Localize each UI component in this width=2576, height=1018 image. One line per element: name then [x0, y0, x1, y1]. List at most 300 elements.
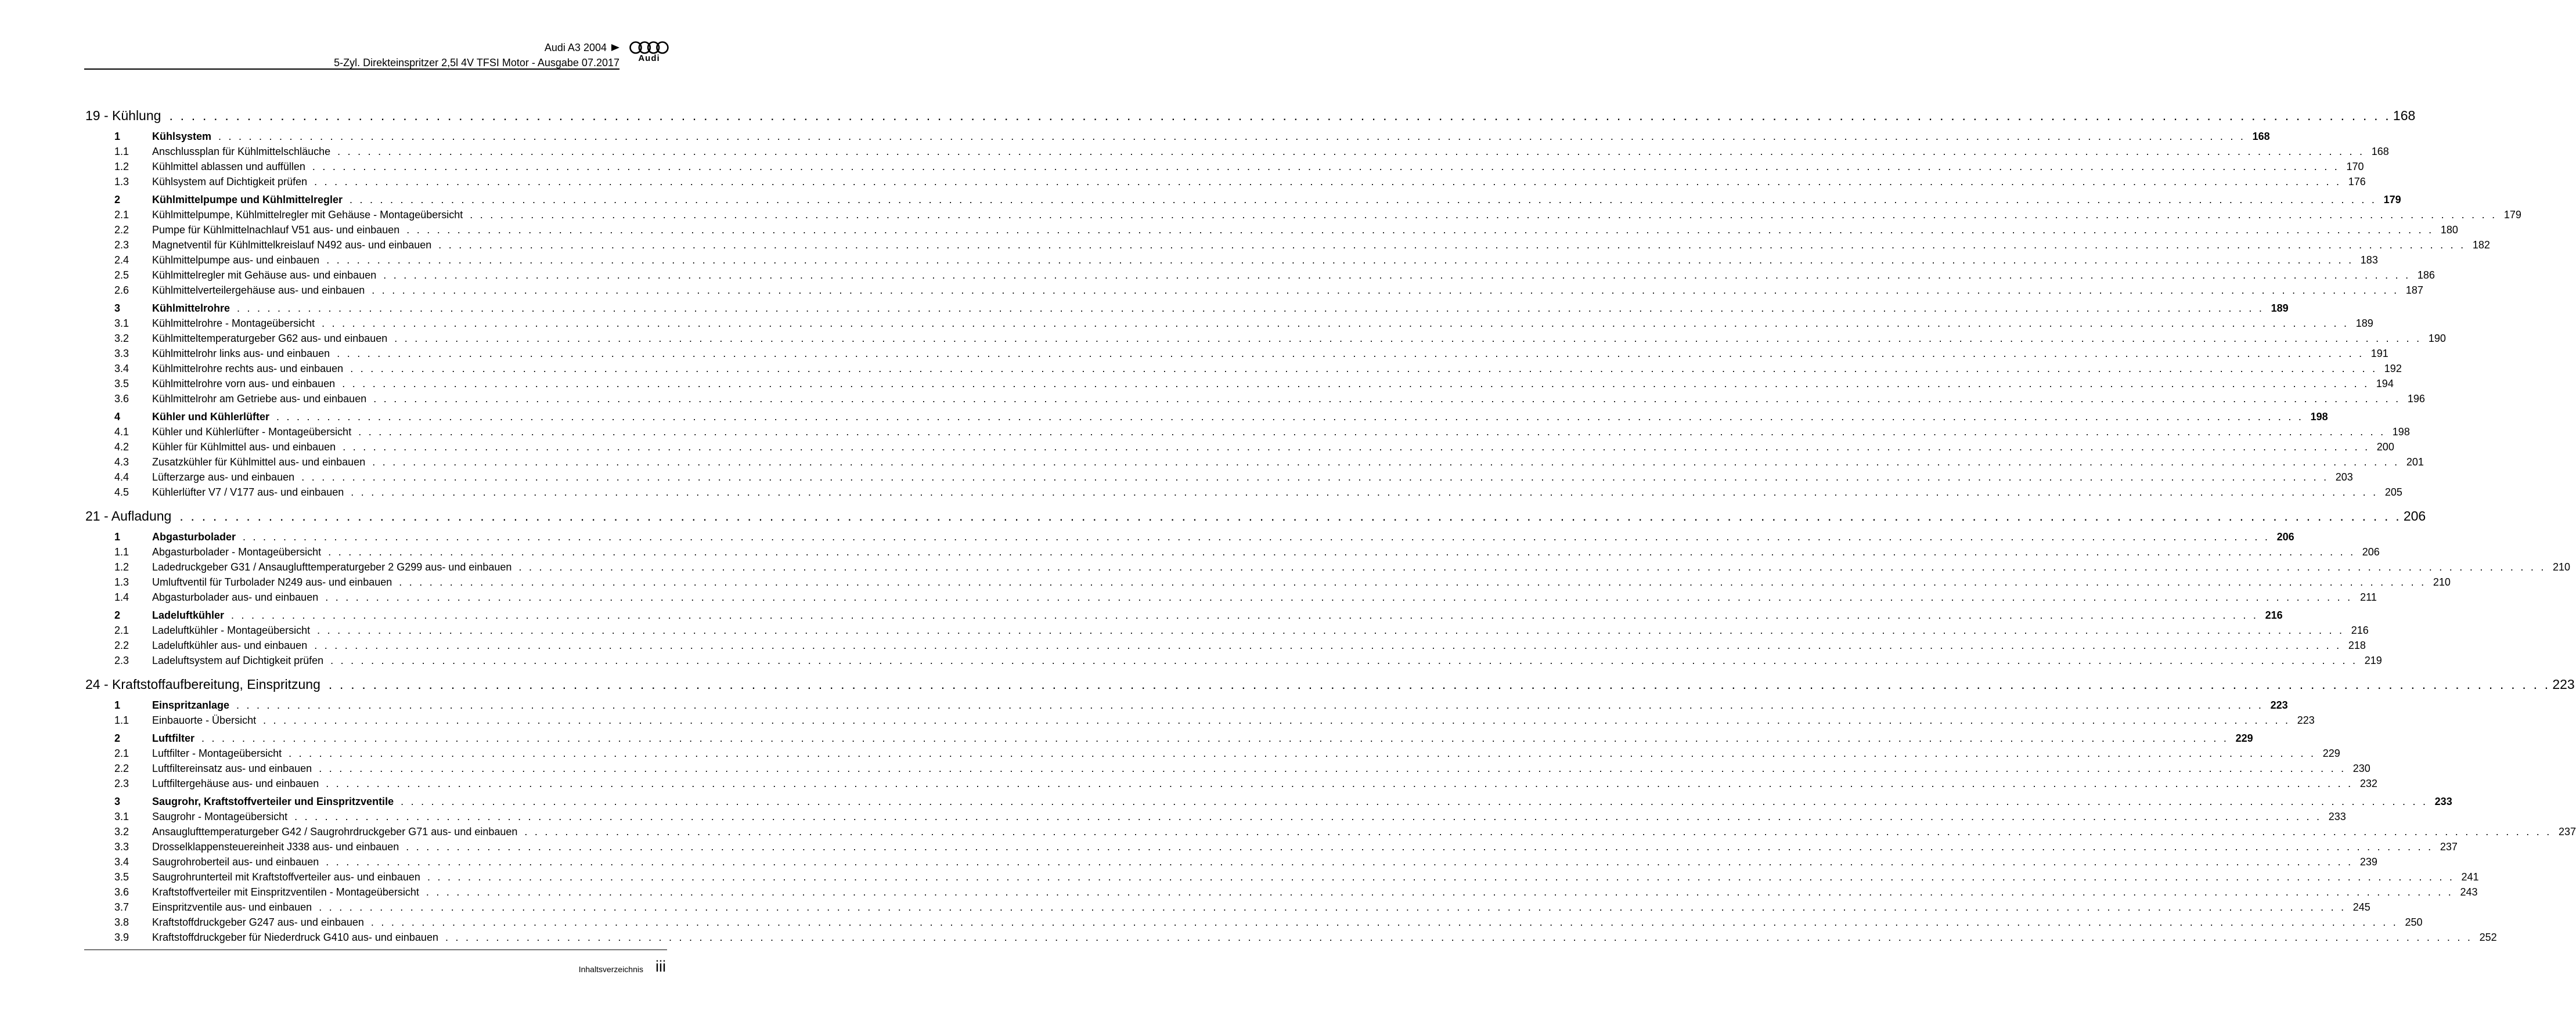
- toc-entry-page: 168: [2371, 146, 2389, 157]
- dot-leader: . . . . . . . . . . . . . . . . . . . . . . . . . . . . . . . . . . . . . . . . . . . . . . . . . . . . . . . . . . . . . . . . . . . . . . . . . . . . . . . . . . . . . . . . . . . . . . . . . . . . . . . . . . . . . . . . . . . . . . . . . . . . . . . . . . . . . . . . . . . . . . . . . . . . . . . . . . . . . . . . . . . . . . . . . . . . . . . . . . . . . . . . . . . . . . . . . . . . . . . .: [358, 426, 2386, 438]
- toc-entry-page: 206: [2276, 531, 2294, 543]
- toc-entry-label: Kühler und Kühlerlüfter: [152, 411, 269, 423]
- toc-entry-title: [85, 302, 230, 315]
- toc-entry-number: 3.2: [114, 333, 129, 344]
- toc-subsection-entry[interactable]: [85, 886, 2478, 901]
- toc-subsection-entry[interactable]: [85, 176, 2366, 191]
- toc-entry-label: Kühlerlüfter V7 / V177 aus- und einbauen: [152, 486, 344, 498]
- toc-entry-number: 2.5: [114, 269, 129, 281]
- toc-entry-page: 216: [2265, 609, 2283, 621]
- dot-leader: . . . . . . . . . . . . . . . . . . . . . . . . . . . . . . . . . . . . . . . . . . . . . . . . . . . . . . . . . . . . . . . . . . . . . . . . . . . . . . . . . . . . . . . . . . . . . . . . . . . . . . . . . . . . . . . . . . . . . . . . . . . . . . . . . . . . . . . . . . . . . . . . . . . . . . . . . . . . . . . . . . . . . . . . . . . . . . . . . . . . . . . . . . . . . . . . . . . . . . . .: [351, 486, 2378, 498]
- toc-entry-page: 223: [2297, 714, 2315, 726]
- toc-entry-title: [85, 393, 366, 405]
- toc-subsection-entry[interactable]: [85, 932, 2497, 947]
- toc-entry-title: [85, 886, 419, 898]
- footer-page-number: iii: [655, 958, 666, 975]
- toc-entry-title: [85, 609, 224, 622]
- toc-entry-label: Luftfiltereinsatz aus- und einbauen: [152, 763, 312, 774]
- dot-leader: . . . . . . . . . . . . . . . . . . . . . . . . . . . . . . . . . . . . . . . . . . . . . . . . . . . . . . . . . . . . . . . . . . . . . . . . . . . . . . . . . . . . . . . . . . . . . . . . . . . . . . . . . . . . . . . . . . . . . . . . . . . . . . . . . . . . . . . . . . . . . . . . . . . . . . . . . . . . . . . . . . . . . . . . . . . . . . . . . . . . . . . . . . . . . . . . . . . . . . . .: [350, 194, 2377, 205]
- toc-entry-number: 3.9: [114, 932, 129, 943]
- toc-entry-title: [85, 811, 287, 823]
- toc-subsection-entry[interactable]: [85, 209, 2521, 224]
- toc-entry-title: [85, 655, 323, 667]
- dot-leader: . . . . . . . . . . . . . . . . . . . . . . . . . . . . . . . . . . . . . . . . . . . . . . . . . . . . . . . . . . . . . . . . . . . . . . . . . . . . . . . . . . . . . . . . . . . . . . . . . . . . . . . . . . . . . . . . . . . . . . . . . . . . . . . . . . . . . . . . . . . . . . . . . . . . . . . . . . . . . . . . . . . . . . . . . . . . . . . . . . . . . . . . . . . . . . . . . . . . . . . .: [337, 146, 2365, 157]
- dot-leader: . . . . . . . . . . . . . . . . . . . . . . . . . . . . . . . . . . . . . . . . . . . . . . . . . . . . . . . . . . . . . . . . . . . . . . . . . . . . . . . . . . . . . . . . . . . . . . . . . . . . . . . . . . . . . . . . . . . . . . . . . . . . . . . . . . . . . . . . . . . . . . . . . . . . . . . . . . . . . . . . . . . . . . . . . . . . . . . . . . . . . . . . . . . . . . . . . . . . . . . .: [518, 561, 2546, 573]
- toc-entry-label: Kühlmittelregler mit Gehäuse aus- und einbauen: [152, 269, 377, 281]
- toc-entry-label: Kühlmittelrohr am Getriebe aus- und einbauen: [152, 393, 367, 405]
- toc-entry-label: Kühlsystem auf Dichtigkeit prüfen: [152, 176, 308, 187]
- toc-entry-label: Abgasturbolader - Montageübersicht: [152, 546, 322, 558]
- dot-leader: . . . . . . . . . . . . . . . . . . . . . . . . . . . . . . . . . . . . . . . . . . . . . . . . . . . . . . . . . . . . . . . . . . . . . . . . . . . . . . . . . . . . . . . . . . . . . . . . . . . . . . . . . . . . . . . . . . . . . . . . . . . . . . . . . . . . . . . . . . . . . . . . . . . . . . . . . . . . . . . . . . . . . . . . . . . . . . . . . . . . . . . . . . . . . . . . . . . . . . . .: [218, 131, 2246, 142]
- toc-entry-page: 170: [2346, 161, 2364, 172]
- toc-section-entry[interactable]: [85, 732, 2253, 748]
- toc-entry-title: [85, 714, 256, 727]
- dot-leader: . . . . . . . . . . . . . . . . . . . . . . . . . . . . . . . . . . . . . . . . . . . . . . . . . . . . . . . . . . . . . . . . . . . . . . . . . . . . . . . . . . . . . . . . . . . . . . . . . . . . . . . . . . . . . . . . . . . . . . . . . . . . . . . . . . . . . . . . . . . . . . . . . . . . . . . . . . . . . . . . . . . . . . . . . . . . . . . . . . . . . . . . . . . . . . . . . . . . . . . .: [445, 932, 2473, 943]
- toc-entry-page: 219: [2364, 655, 2382, 666]
- toc-entry-page: 179: [2383, 194, 2401, 205]
- toc-entry-page: 223: [2270, 699, 2288, 711]
- toc-entry-page: 237: [2440, 841, 2458, 853]
- toc-entry-title: [85, 224, 399, 236]
- toc-entry-title: [85, 317, 315, 330]
- toc-entry-number: 1.3: [114, 576, 129, 588]
- toc-entry-number: 3.1: [114, 811, 129, 822]
- toc-entry-label: Kühlmittelverteilergehäuse aus- und einbauen: [152, 284, 365, 296]
- toc-entry-page: 233: [2328, 811, 2346, 822]
- toc-entry-page: 200: [2376, 441, 2394, 453]
- toc-entry-page: 229: [2322, 748, 2340, 759]
- toc-entry-label: Kraftstoffdruckgeber G247 aus- und einbauen: [152, 916, 364, 928]
- toc-subsection-entry[interactable]: [85, 763, 2370, 778]
- toc-entry-title: [85, 161, 305, 173]
- toc-entry-number: 3.3: [114, 348, 129, 359]
- toc-entry-title: [85, 531, 236, 543]
- toc-entry-label: 21 - Aufladung: [85, 508, 172, 524]
- dot-leader: . . . . . . . . . . . . . . . . . . . . . . . . . . . . . . . . . . . . . . . . . . . . . . . . . . . . . . . . . . . . . . . . . . . . . . . . . . . . . . . . . . . . . . . . . . . . . . . . . . . . . . . . . . . . . . . . . . . . . . . . . . . . . . . . . . . . . . . . . . . . . . . . . . . . . . . . . . . . . . . . . . . . . . . . . . . . . . . . . . . . . . . . . . . . . . . . . . . . . . . .: [372, 456, 2400, 468]
- toc-entry-label: Abgasturbolader aus- und einbauen: [152, 591, 319, 603]
- toc-entry-page: 190: [2428, 333, 2446, 344]
- toc-entry-number: 2: [114, 609, 121, 621]
- toc-entry-label: Drosselklappensteuereinheit J338 aus- und einbauen: [152, 841, 399, 853]
- toc-entry-label: Kühlmittelpumpe, Kühlmittelregler mit Gehäuse - Montageübersicht: [152, 209, 463, 221]
- toc-entry-number: 1.3: [114, 176, 129, 187]
- toc-subsection-entry[interactable]: [85, 269, 2435, 284]
- toc-entry-number: 2.2: [114, 224, 129, 236]
- toc-subsection-entry[interactable]: [85, 471, 2353, 486]
- toc-entry-page: 241: [2461, 871, 2479, 883]
- table-of-contents: [85, 108, 2576, 947]
- toc-entry-title: [85, 546, 321, 558]
- header-model-text: Audi A3 2004: [544, 42, 607, 53]
- toc-entry-number: 3.5: [114, 378, 129, 389]
- toc-entry-page: 210: [2433, 576, 2451, 588]
- toc-entry-page: 210: [2553, 561, 2571, 573]
- toc-entry-label: Einbauorte - Übersicht: [152, 714, 257, 726]
- toc-entry-number: 4.2: [114, 441, 129, 453]
- toc-subsection-entry[interactable]: [85, 284, 2423, 299]
- toc-subsection-entry[interactable]: [85, 224, 2458, 239]
- toc-entry-label: Saugrohroberteil aus- und einbauen: [152, 856, 319, 868]
- toc-entry-title: [85, 239, 431, 251]
- toc-entry-title: [85, 624, 310, 637]
- toc-entry-title: [85, 871, 420, 883]
- toc-entry-title: [85, 146, 330, 158]
- dot-leader: . . . . . . . . . . . . . . . . . . . . . . . . . . . . . . . . . . . . . . . . . . . . . . . . . . . . . . . . . . . . . . . . . . . . . . . . . . . . . . . . . . . . . . . . . . . . . . . . . . . . . . . . . . . . . . . . . . . . . . . . . . . . . . . . . . . . . . . . . . . . . . . . . . . . . . . . . . . . . . . . . . . . . . . . . . . . . . . . . . . . . . . . . . . . . . . . . . . . . . . .: [322, 317, 2349, 329]
- toc-entry-title: [85, 901, 312, 914]
- toc-entry-number: 4.1: [114, 426, 129, 438]
- toc-entry-label: Kühlmitteltemperaturgeber G62 aus- und einbauen: [152, 333, 388, 344]
- toc-subsection-entry[interactable]: [85, 348, 2388, 363]
- toc-entry-title: [85, 508, 171, 524]
- audi-rings-icon: [629, 41, 669, 55]
- dot-leader: . . . . . . . . . . . . . . . . . . . . . . . . . . . . . . . . . . . . . . . . . . . . . . . . . . . . . . . . . . . . . . . . . . . . . . . . . . . . . . . . . . . . . . . . . . . . . . . . . . . . . . . . . . . . . . . . . . . . . . . . . . . . . . . . . . . . . . . . . . . . . . . . . . . . . . . . . . . . . . . . . . . . . . . . . . . . . . . . . . . . . . . . . . . . . . . . . . . . . . . .: [350, 363, 2377, 374]
- dot-leader: . . . . . . . . . . . . . . . . . . . . . . . . . . . . . . . . . . . . . . . . . . . . . . . . . . . . . . . . . . . . . . . . . . . . . . . . . . . . . . . . . . . . . . . . . . . . . . . . . . . . . . . . . . . . . . . . . . . . . . . . . . . . . . . . . . . . . . . . . . . . . . . . . . . . . . . . . . . . . . . . . . . . . . . . . . . . . . . . . . . . . . . . . . . . . . . . . . . . . . . .: [314, 176, 2341, 187]
- arrow-right-icon: [611, 44, 619, 51]
- dot-leader: . . . . . . . . . . . . . . . . . . . . . . . . . . . . . . . . . . . . . . . . . . . . . . . . . . . . . . . . . . . . . . . . . . . . . . . . . . . . . . . . . . . . . . . . . . . . . . . . . . . . . . . . . . . . . . . . . . . . . . . . . . . . . . . . . . . . . . . . . . . . . . . . . . . . . . . . . . . . . . . . . . . . . . . . . . . . . . . . . . . . . . . . . . . . . . . . . . . . . . . .: [426, 886, 2453, 898]
- toc-entry-label: Luftfilter - Montageübersicht: [152, 748, 282, 759]
- audi-logo-text: Audi: [638, 53, 660, 63]
- toc-entry-page: 179: [2503, 209, 2521, 221]
- toc-entry-page: 192: [2384, 363, 2402, 374]
- dot-leader: . . . . . . . . . . . . . . . . . . . . . . . . . . . . . . . . . . . . . . . . . . . . . . . . . . . . . . . . . . . . . . . . . . . . . . . . . . . . . . . . . . . . . . . . . . . . . . . . . . . . . . . . . . . . . . . . . . . . . . . . . . . . . . . . . . . . . . . . . . . . . . . . . . . . . . . . . . . . . . . . . . . . . . . . . . . . . . . . . . . . . . . . . . . . . . . . . . . . . . . .: [383, 269, 2411, 281]
- toc-subsection-entry[interactable]: [85, 655, 2382, 670]
- dot-leader: . . . . . . . . . . . . . . . . . . . . . . . . . . . . . . . . . . . . . . . . . . . . . . . . . . . . . . . . . . . . . . . . . . . . . . . . . . . . . . . . . . . . . . . . . . . . . . . . . . . . . . . . . . . . . . . . . . . . . . . . . . . . . . . . . . . . . . . . . . . . . . . . . . . . . . . . . . . . . . . . . . . . . . . . . . . . . . . . . . . . . . . . . . . . . . . . . . . . . . . .: [343, 441, 2370, 453]
- toc-entry-title: [85, 576, 392, 589]
- dot-leader: . . . . . . . . . . . . . . . . . . . . . . . . . . . . . . . . . . . . . . . . . . . . . . . . . . . . . . . . . . . . . . . . . . . . . . . . . . . . . . . . . . . . . . . . . . . . . . . . . . . . . . . . . . . . . . . . . . . . . . . . . . . . . . . . . . . . . . . . . . . . . . . . . . . . . . . . . . . . . . . . . . . . . . . . . . . . . . . . . . . . . . . . . . . . . . . . . . . . . . . .: [289, 748, 2316, 759]
- toc-entry-number: 4.4: [114, 471, 129, 483]
- header-divider: [84, 68, 619, 70]
- toc-entry-number: 1.4: [114, 591, 129, 603]
- toc-entry-label: Kühlmittelpumpe aus- und einbauen: [152, 254, 320, 266]
- toc-entry-number: 3.4: [114, 363, 129, 374]
- toc-entry-label: Kühlmittel ablassen und auffüllen: [152, 161, 305, 172]
- toc-entry-label: Abgasturbolader: [152, 531, 236, 543]
- toc-entry-number: 2.2: [114, 763, 129, 774]
- toc-subsection-entry[interactable]: [85, 591, 2377, 607]
- toc-entry-title: [85, 209, 463, 221]
- toc-subsection-entry[interactable]: [85, 426, 2410, 441]
- toc-section-entry[interactable]: [85, 531, 2294, 546]
- toc-entry-label: Kühlmittelrohr links aus- und einbauen: [152, 348, 330, 359]
- toc-entry-title: [85, 763, 312, 775]
- toc-entry-label: Luftfilter: [152, 732, 194, 744]
- dot-leader: . . . . . . . . . . . . . . . . . . . . . . . . . . . . . . . . . . . . . . . . . . . . . . . . . . . . . . . . . . . . . . . . . . . . . . . . . . . . . . . . . . . . . . . . . . . . . . . . . . . . . . . . . . . . . . . . . . . . . . . . . . . . . . . . . . . . . . . . . . . . . . . . . . . . . . . . . . . . . . . . . . . . . . . . . . . . . . . . . . . . . . . . . . . . . . . . . . . . . . . .: [401, 796, 2428, 807]
- toc-subsection-entry[interactable]: [85, 714, 2315, 730]
- toc-chapter-entry[interactable]: [85, 108, 2416, 128]
- toc-entry-page: 243: [2460, 886, 2478, 898]
- dot-leader: . . . . . . . . . . . . . . . . . . . . . . . . . . . . . . . . . . . . . . . . . . . . . . . . . . . . . . . . . . . . . . . . . . . . . . . . . . . . . . . . . . . . . . . . . . . . . . . . . . . . . . . . . . . . . . . . . . . . . . . . . . . . . . . . . . . . . . . . . . . . . . . . . . . . . . . . . . . . . . . . . . . . . . . . . . . . . . . . . . . . . . . . . . . . . . . . . . . . . . . .: [294, 811, 2322, 822]
- toc-subsection-entry[interactable]: [85, 254, 2378, 269]
- dot-leader: . . . . . . . . . . . . . . . . . . . . . . . . . . . . . . . . . . . . . . . . . . . . . . . . . . . . . . . . . . . . . . . . . . . . . . . . . . . . . . . . . . . . . . . . . . . . . . . . . . . . . . . . . . . . . . . . . . . . . . . . . . . . . . . . . . . . . . . . . . . . . . . . . . . . . . . . . . . . . . . . . . . . . . . . . . . . . . . . . . . . . . . . . . . . . . . . . . . . . . . .: [201, 732, 2229, 744]
- toc-entry-number: 3: [114, 302, 121, 314]
- toc-subsection-entry[interactable]: [85, 916, 2423, 932]
- toc-entry-number: 3.5: [114, 871, 129, 883]
- toc-entry-page: 211: [2360, 591, 2377, 603]
- dot-leader: . . . . . . . . . . . . . . . . . . . . . . . . . . . . . . . . . . . . . . . . . . . . . . . . . . . . . . . . . . . . . . . . . . . . . . . . . . . . . . . . . . . . . . . . . . . . . . . . . . . . . . . . . . . . . . . . . . . . . . . . . . . . . . . . . . . . . . . . . . . . . . . . . . . . . . . . . . . . . . . . . . . . . . . . . . . . . . . . . . . . . . . . . . . . . . . . . . . . . . . .: [326, 254, 2354, 266]
- toc-entry-title: [85, 176, 307, 188]
- toc-entry-number: 3.7: [114, 901, 129, 913]
- dot-leader: . . . . . . . . . . . . . . . . . . . . . . . . . . . . . . . . . . . . . . . . . . . . . . . . . . . . . . . . . . . . . . . . . . . . . . . . . . . . . . . . . . . . . . . . . . . . . . . . . . . . . . . . . . . . . . . . . . . . . . . . . . . . . . . . . . . . . . . . . . . . . . . . . . . . . . . . . . . . . . . . . . . . . . . . . . . . . . . . . . . . . . . . . . . . . . . . . . . . . . . .: [169, 108, 2391, 123]
- toc-subsection-entry[interactable]: [85, 640, 2366, 655]
- dot-leader: . . . . . . . . . . . . . . . . . . . . . . . . . . . . . . . . . . . . . . . . . . . . . . . . . . . . . . . . . . . . . . . . . . . . . . . . . . . . . . . . . . . . . . . . . . . . . . . . . . . . . . . . . . . . . . . . . . . . . . . . . . . . . . . . . . . . . . . . . . . . . . . . . . . . . . . . . . . . . . . . . . . . . . . . . . . . . . . . . . . . . . . . . . . . . . . . . . . . . . . .: [301, 471, 2329, 483]
- toc-subsection-entry[interactable]: [85, 441, 2394, 456]
- toc-entry-page: 230: [2352, 763, 2370, 774]
- toc-entry-number: 2.3: [114, 239, 129, 251]
- toc-chapter-entry[interactable]: [85, 508, 2426, 528]
- toc-entry-title: [85, 194, 343, 206]
- toc-entry-label: Kühler und Kühlerlüfter - Montageübersicht: [152, 426, 352, 438]
- toc-entry-page: 186: [2417, 269, 2435, 281]
- toc-entry-number: 4.5: [114, 486, 129, 498]
- toc-entry-number: 3.6: [114, 393, 129, 405]
- toc-entry-label: Saugrohr - Montageübersicht: [152, 811, 288, 822]
- toc-entry-page: 206: [2362, 546, 2380, 558]
- toc-entry-label: Lüfterzarge aus- und einbauen: [152, 471, 295, 483]
- footer-label: Inhaltsverzeichnis: [578, 965, 643, 974]
- dot-leader: . . . . . . . . . . . . . . . . . . . . . . . . . . . . . . . . . . . . . . . . . . . . . . . . . . . . . . . . . . . . . . . . . . . . . . . . . . . . . . . . . . . . . . . . . . . . . . . . . . . . . . . . . . . . . . . . . . . . . . . . . . . . . . . . . . . . . . . . . . . . . . . . . . . . . . . . . . . . . . . . . . . . . . . . . . . . . . . . . . . . . . . . . . . . . . . . . . . . . . . .: [231, 609, 2258, 621]
- toc-entry-page: 180: [2440, 224, 2458, 236]
- toc-entry-title: [85, 333, 387, 345]
- toc-entry-page: 194: [2376, 378, 2394, 389]
- toc-entry-number: 1.2: [114, 561, 129, 573]
- toc-entry-number: 2.1: [114, 209, 129, 221]
- toc-entry-title: [85, 378, 335, 390]
- toc-subsection-entry[interactable]: [85, 456, 2424, 471]
- dot-leader: . . . . . . . . . . . . . . . . . . . . . . . . . . . . . . . . . . . . . . . . . . . . . . . . . . . . . . . . . . . . . . . . . . . . . . . . . . . . . . . . . . . . . . . . . . . . . . . . . . . . . . . . . . . . . . . . . . . . . . . . . . . . . . . . . . . . . . . . . . . . . . . . . . . . . . . . . . . . . . . . . . . . . . . . . . . . . . . . . . . . . . . . . . . . . . . . . . . . . . . .: [328, 677, 2550, 692]
- toc-subsection-entry[interactable]: [85, 871, 2479, 886]
- toc-entry-number: 1: [114, 131, 121, 142]
- toc-entry-label: Einspritzanlage: [152, 699, 230, 711]
- dot-leader: . . . . . . . . . . . . . . . . . . . . . . . . . . . . . . . . . . . . . . . . . . . . . . . . . . . . . . . . . . . . . . . . . . . . . . . . . . . . . . . . . . . . . . . . . . . . . . . . . . . . . . . . . . . . . . . . . . . . . . . . . . . . . . . . . . . . . . . . . . . . . . . . . . . . . . . . . . . . . . . . . . . . . . . . . . . . . . . . . . . . . . . . . . . . . . . . . . . . . . . .: [326, 856, 2353, 868]
- toc-entry-title: [85, 841, 399, 853]
- toc-entry-title: [85, 826, 517, 838]
- dot-leader: . . . . . . . . . . . . . . . . . . . . . . . . . . . . . . . . . . . . . . . . . . . . . . . . . . . . . . . . . . . . . . . . . . . . . . . . . . . . . . . . . . . . . . . . . . . . . . . . . . . . . . . . . . . . . . . . . . . . . . . . . . . . . . . . . . . . . . . . . . . . . . . . . . . . . . . . . . . . . . . . . . . . . . . . . . . . . . . . . . . . . . . . . . . . . . . . . . . . . . . .: [330, 655, 2358, 666]
- toc-entry-title: [85, 677, 320, 692]
- toc-entry-label: Saugrohrunterteil mit Kraftstoffverteiler aus- und einbauen: [152, 871, 420, 883]
- toc-entry-page: 252: [2479, 932, 2497, 943]
- toc-entry-label: Einspritzventile aus- und einbauen: [152, 901, 312, 913]
- toc-entry-page: 196: [2407, 393, 2425, 405]
- toc-entry-number: 4.3: [114, 456, 129, 468]
- toc-entry-page: 203: [2335, 471, 2353, 483]
- toc-entry-title: [85, 640, 307, 652]
- toc-entry-label: Ladeluftkühler - Montageübersicht: [152, 624, 311, 636]
- toc-entry-title: [85, 441, 336, 453]
- dot-leader: . . . . . . . . . . . . . . . . . . . . . . . . . . . . . . . . . . . . . . . . . . . . . . . . . . . . . . . . . . . . . . . . . . . . . . . . . . . . . . . . . . . . . . . . . . . . . . . . . . . . . . . . . . . . . . . . . . . . . . . . . . . . . . . . . . . . . . . . . . . . . . . . . . . . . . . . . . . . . . . . . . . . . . . . . . . . . . . . . . . . . . . . . . . . . . . . . . . . . . . .: [312, 161, 2340, 172]
- toc-entry-title: [85, 108, 161, 124]
- toc-entry-number: 1.2: [114, 161, 129, 172]
- toc-entry-page: 205: [2384, 486, 2402, 498]
- toc-entry-label: Kühlsystem: [152, 131, 212, 142]
- toc-section-entry[interactable]: [85, 796, 2452, 811]
- toc-entry-page: 198: [2392, 426, 2410, 438]
- dot-leader: . . . . . . . . . . . . . . . . . . . . . . . . . . . . . . . . . . . . . . . . . . . . . . . . . . . . . . . . . . . . . . . . . . . . . . . . . . . . . . . . . . . . . . . . . . . . . . . . . . . . . . . . . . . . . . . . . . . . . . . . . . . . . . . . . . . . . . . . . . . . . . . . . . . . . . . . . . . . . . . . . . . . . . . . . . . . . . . . . . . . . . . . . . . . . . . . . . . . . . . .: [342, 378, 2369, 389]
- toc-entry-title: [85, 284, 365, 297]
- toc-subsection-entry[interactable]: [85, 317, 2373, 333]
- toc-entry-title: [85, 748, 282, 760]
- toc-entry-number: 4: [114, 411, 121, 423]
- toc-entry-page: 168: [2252, 131, 2270, 142]
- toc-entry-title: [85, 699, 229, 712]
- toc-entry-label: Kühlmittelrohre vorn aus- und einbauen: [152, 378, 336, 389]
- toc-entry-label: Ladeluftkühler: [152, 609, 225, 621]
- toc-section-entry[interactable]: [85, 131, 2270, 146]
- toc-subsection-entry[interactable]: [85, 378, 2394, 393]
- toc-entry-page: 201: [2406, 456, 2424, 468]
- toc-subsection-entry[interactable]: [85, 333, 2446, 348]
- toc-entry-page: 191: [2370, 348, 2388, 359]
- dot-leader: . . . . . . . . . . . . . . . . . . . . . . . . . . . . . . . . . . . . . . . . . . . . . . . . . . . . . . . . . . . . . . . . . . . . . . . . . . . . . . . . . . . . . . . . . . . . . . . . . . . . . . . . . . . . . . . . . . . . . . . . . . . . . . . . . . . . . . . . . . . . . . . . . . . . . . . . . . . . . . . . . . . . . . . . . . . . . . . . . . . . . . . . . . . . . . . . . . . . . . . .: [237, 302, 2264, 314]
- toc-entry-label: Luftfiltergehäuse aus- und einbauen: [152, 778, 319, 789]
- toc-entry-page: 216: [2351, 624, 2369, 636]
- toc-entry-title: [85, 486, 344, 499]
- toc-section-entry[interactable]: [85, 411, 2328, 426]
- dot-leader: . . . . . . . . . . . . . . . . . . . . . . . . . . . . . . . . . . . . . . . . . . . . . . . . . . . . . . . . . . . . . . . . . . . . . . . . . . . . . . . . . . . . . . . . . . . . . . . . . . . . . . . . . . . . . . . . . . . . . . . . . . . . . . . . . . . . . . . . . . . . . . . . . . . . . . . . . . . . . . . . . . . . . . . . . . . . . . . . . . . . . . . . . . . . . . . . . . . . . . . .: [325, 591, 2352, 603]
- dot-leader: . . . . . . . . . . . . . . . . . . . . . . . . . . . . . . . . . . . . . . . . . . . . . . . . . . . . . . . . . . . . . . . . . . . . . . . . . . . . . . . . . . . . . . . . . . . . . . . . . . . . . . . . . . . . . . . . . . . . . . . . . . . . . . . . . . . . . . . . . . . . . . . . . . . . . . . . . . . . . . . . . . . . . . . . . . . . . . . . . . . . . . . . . . . . . . . . . . . . . . . .: [328, 546, 2355, 558]
- toc-entry-title: [85, 456, 365, 468]
- toc-entry-title: [85, 426, 351, 438]
- toc-subsection-entry[interactable]: [85, 841, 2458, 856]
- toc-entry-page: 237: [2559, 826, 2576, 837]
- toc-entry-label: Kraftstoffdruckgeber für Niederdruck G410 aus- und einbauen: [152, 932, 438, 943]
- toc-entry-page: 187: [2405, 284, 2423, 296]
- toc-subsection-entry[interactable]: [85, 546, 2380, 561]
- dot-leader: . . . . . . . . . . . . . . . . . . . . . . . . . . . . . . . . . . . . . . . . . . . . . . . . . . . . . . . . . . . . . . . . . . . . . . . . . . . . . . . . . . . . . . . . . . . . . . . . . . . . . . . . . . . . . . . . . . . . . . . . . . . . . . . . . . . . . . . . . . . . . . . . . . . . . . . . . . . . . . . . . . . . . . . . . . . . . . . . . . . . . . . . . . . . . . . . . . . . . . . .: [326, 778, 2353, 789]
- toc-entry-label: Ladeluftsystem auf Dichtigkeit prüfen: [152, 655, 324, 666]
- dot-leader: . . . . . . . . . . . . . . . . . . . . . . . . . . . . . . . . . . . . . . . . . . . . . . . . . . . . . . . . . . . . . . . . . . . . . . . . . . . . . . . . . . . . . . . . . . . . . . . . . . . . . . . . . . . . . . . . . . . . . . . . . . . . . . . . . . . . . . . . . . . . . . . . . . . . . . . . . . . . . . . . . . . . . . . . . . . . . . . . . . . . . . . . . . . . . . . . . . . . . . . .: [438, 239, 2466, 251]
- toc-entry-title: [85, 348, 330, 360]
- toc-entry-page: 182: [2472, 239, 2490, 251]
- toc-entry-label: Ansauglufttemperaturgeber G42 / Saugrohrdruckgeber G71 aus- und einbauen: [152, 826, 518, 837]
- toc-entry-label: Zusatzkühler für Kühlmittel aus- und einbauen: [152, 456, 366, 468]
- dot-leader: . . . . . . . . . . . . . . . . . . . . . . . . . . . . . . . . . . . . . . . . . . . . . . . . . . . . . . . . . . . . . . . . . . . . . . . . . . . . . . . . . . . . . . . . . . . . . . . . . . . . . . . . . . . . . . . . . . . . . . . . . . . . . . . . . . . . . . . . . . . . . . . . . . . . . . . . . . . . . . . . . . . . . . . . . . . . . . . . . . . . . . . . . . . . . . . . . . . . . . . .: [319, 763, 2346, 774]
- dot-leader: . . . . . . . . . . . . . . . . . . . . . . . . . . . . . . . . . . . . . . . . . . . . . . . . . . . . . . . . . . . . . . . . . . . . . . . . . . . . . . . . . . . . . . . . . . . . . . . . . . . . . . . . . . . . . . . . . . . . . . . . . . . . . . . . . . . . . . . . . . . . . . . . . . . . . . . . . . . . . . . . . . . . . . . . . . . . . . . . . . . . . . . . . . . . . . . . . . . . . . . .: [524, 826, 2552, 837]
- toc-entry-page: 218: [2348, 640, 2366, 651]
- toc-entry-label: Pumpe für Kühlmittelnachlauf V51 aus- und einbauen: [152, 224, 400, 236]
- toc-chapter-entry[interactable]: [85, 677, 2575, 696]
- toc-entry-title: [85, 916, 364, 929]
- toc-entry-label: 24 - Kraftstoffaufbereitung, Einspritzung: [85, 677, 320, 692]
- toc-entry-page: 189: [2271, 302, 2289, 314]
- toc-entry-page: 189: [2355, 317, 2373, 329]
- toc-entry-number: 2.3: [114, 778, 129, 789]
- toc-section-entry[interactable]: [85, 194, 2401, 209]
- toc-entry-label: Kühlmittelrohre - Montageübersicht: [152, 317, 315, 329]
- dot-leader: . . . . . . . . . . . . . . . . . . . . . . . . . . . . . . . . . . . . . . . . . . . . . . . . . . . . . . . . . . . . . . . . . . . . . . . . . . . . . . . . . . . . . . . . . . . . . . . . . . . . . . . . . . . . . . . . . . . . . . . . . . . . . . . . . . . . . . . . . . . . . . . . . . . . . . . . . . . . . . . . . . . . . . . . . . . . . . . . . . . . . . . . . . . . . . . . . . . . . . . .: [406, 841, 2433, 853]
- dot-leader: . . . . . . . . . . . . . . . . . . . . . . . . . . . . . . . . . . . . . . . . . . . . . . . . . . . . . . . . . . . . . . . . . . . . . . . . . . . . . . . . . . . . . . . . . . . . . . . . . . . . . . . . . . . . . . . . . . . . . . . . . . . . . . . . . . . . . . . . . . . . . . . . . . . . . . . . . . . . . . . . . . . . . . . . . . . . . . . . . . . . . . . . . . . . . . . . . . . . . . . .: [317, 624, 2344, 636]
- dot-leader: . . . . . . . . . . . . . . . . . . . . . . . . . . . . . . . . . . . . . . . . . . . . . . . . . . . . . . . . . . . . . . . . . . . . . . . . . . . . . . . . . . . . . . . . . . . . . . . . . . . . . . . . . . . . . . . . . . . . . . . . . . . . . . . . . . . . . . . . . . . . . . . . . . . . . . . . . . . . . . . . . . . . . . . . . . . . . . . . . . . . . . . . . . . . . . . . . . . . . . . .: [236, 699, 2264, 711]
- dot-leader: . . . . . . . . . . . . . . . . . . . . . . . . . . . . . . . . . . . . . . . . . . . . . . . . . . . . . . . . . . . . . . . . . . . . . . . . . . . . . . . . . . . . . . . . . . . . . . . . . . . . . . . . . . . . . . . . . . . . . . . . . . . . . . . . . . . . . . . . . . . . . . . . . . . . . . . . . . . . . . . . . . . . . . . . . . . . . . . . . . . . . . . . . . . . . . . . . . . . . . . .: [370, 916, 2398, 928]
- toc-section-entry[interactable]: [85, 609, 2283, 624]
- toc-entry-number: 2.1: [114, 624, 129, 636]
- toc-entry-page: 233: [2434, 796, 2452, 807]
- toc-subsection-entry[interactable]: [85, 561, 2571, 576]
- toc-subsection-entry[interactable]: [85, 778, 2377, 793]
- toc-entry-label: Kühler für Kühlmittel aus- und einbauen: [152, 441, 336, 453]
- toc-entry-number: 1.1: [114, 714, 129, 726]
- toc-subsection-entry[interactable]: [85, 239, 2490, 254]
- header-model: [545, 42, 619, 54]
- toc-entry-number: 1: [114, 699, 121, 711]
- toc-entry-title: [85, 561, 511, 573]
- toc-entry-number: 2.1: [114, 748, 129, 759]
- toc-entry-label: 19 - Kühlung: [85, 108, 161, 123]
- toc-subsection-entry[interactable]: [85, 393, 2425, 408]
- toc-entry-number: 3.8: [114, 916, 129, 928]
- toc-entry-label: Kraftstoffverteiler mit Einspritzventilen - Montageübersicht: [152, 886, 419, 898]
- toc-entry-page: 183: [2360, 254, 2378, 266]
- toc-entry-page: 206: [2403, 508, 2426, 524]
- toc-entry-page: 168: [2393, 108, 2416, 123]
- toc-entry-number: 2.3: [114, 655, 129, 666]
- toc-entry-page: 250: [2405, 916, 2423, 928]
- toc-subsection-entry[interactable]: [85, 146, 2389, 161]
- toc-subsection-entry[interactable]: [85, 486, 2402, 501]
- toc-subsection-entry[interactable]: [85, 576, 2451, 591]
- toc-entry-page: 198: [2310, 411, 2328, 423]
- dot-leader: . . . . . . . . . . . . . . . . . . . . . . . . . . . . . . . . . . . . . . . . . . . . . . . . . . . . . . . . . . . . . . . . . . . . . . . . . . . . . . . . . . . . . . . . . . . . . . . . . . . . . . . . . . . . . . . . . . . . . . . . . . . . . . . . . . . . . . . . . . . . . . . . . . . . . . . . . . . . . . . . . . . . . . . . . . . . . . . . . . . . . . . . . . . . . . . . . . . . . . . .: [263, 714, 2290, 726]
- toc-entry-page: 223: [2552, 677, 2575, 692]
- toc-entry-page: 176: [2348, 176, 2366, 187]
- toc-entry-label: Umluftventil für Turbolader N249 aus- und einbauen: [152, 576, 392, 588]
- dot-leader: . . . . . . . . . . . . . . . . . . . . . . . . . . . . . . . . . . . . . . . . . . . . . . . . . . . . . . . . . . . . . . . . . . . . . . . . . . . . . . . . . . . . . . . . . . . . . . . . . . . . . . . . . . . . . . . . . . . . . . . . . . . . . . . . . . . . . . . . . . . . . . . . . . . . . . . . . . . . . . . . . . . . . . . . . . . . . . . . . . . . . . . . . . . . . . . . . . . . . . . .: [373, 393, 2401, 405]
- toc-entry-number: 3.4: [114, 856, 129, 868]
- toc-entry-number: 3: [114, 796, 121, 807]
- toc-entry-number: 3.2: [114, 826, 129, 837]
- toc-entry-label: Ladeluftkühler aus- und einbauen: [152, 640, 308, 651]
- toc-entry-title: [85, 732, 194, 745]
- header-subtitle: 5-Zyl. Direkteinspritzer 2,5l 4V TFSI Motor - Ausgabe 07.2017: [334, 57, 619, 68]
- toc-subsection-entry[interactable]: [85, 748, 2340, 763]
- toc-entry-page: 232: [2359, 778, 2377, 789]
- toc-entry-title: [85, 363, 343, 375]
- toc-section-entry[interactable]: [85, 699, 2288, 714]
- dot-leader: . . . . . . . . . . . . . . . . . . . . . . . . . . . . . . . . . . . . . . . . . . . . . . . . . . . . . . . . . . . . . . . . . . . . . . . . . . . . . . . . . . . . . . . . . . . . . . . . . . . . . . . . . . . . . . . . . . . . . . . . . . . . . . . . . . . . . . . . . . . . . . . . . . . . . . . . . . . . . . . . . . . . . . . . . . . . . . . . . . . . . . . . . . . . . . . . . . . . . . . .: [276, 411, 2304, 423]
- toc-entry-number: 2.6: [114, 284, 129, 296]
- toc-entry-number: 2.2: [114, 640, 129, 651]
- toc-entry-label: Kühlmittelrohre: [152, 302, 230, 314]
- toc-entry-number: 3.1: [114, 317, 129, 329]
- toc-entry-title: [85, 591, 318, 604]
- toc-subsection-entry[interactable]: [85, 624, 2369, 640]
- toc-subsection-entry[interactable]: [85, 826, 2576, 841]
- toc-entry-label: Anschlussplan für Kühlmittelschläuche: [152, 146, 331, 157]
- toc-entry-label: Kühlmittelrohre rechts aus- und einbauen: [152, 363, 344, 374]
- toc-entry-title: [85, 254, 319, 266]
- dot-leader: . . . . . . . . . . . . . . . . . . . . . . . . . . . . . . . . . . . . . . . . . . . . . . . . . . . . . . . . . . . . . . . . . . . . . . . . . . . . . . . . . . . . . . . . . . . . . . . . . . . . . . . . . . . . . . . . . . . . . . . . . . . . . . . . . . . . . . . . . . . . . . . . . . . . . . . . . . . . . . . . . . . . . . . . . . . . . . . . . . . . . . . . . . . . . . . . . . . . . . . .: [399, 576, 2426, 588]
- toc-entry-title: [85, 131, 211, 143]
- toc-subsection-entry[interactable]: [85, 856, 2377, 871]
- toc-entry-page: 229: [2235, 732, 2253, 744]
- dot-leader: . . . . . . . . . . . . . . . . . . . . . . . . . . . . . . . . . . . . . . . . . . . . . . . . . . . . . . . . . . . . . . . . . . . . . . . . . . . . . . . . . . . . . . . . . . . . . . . . . . . . . . . . . . . . . . . . . . . . . . . . . . . . . . . . . . . . . . . . . . . . . . . . . . . . . . . . . . . . . . . . . . . . . . . . . . . . . . . . . . . . . . . . . . . . . . . . . . . . . . . .: [319, 901, 2346, 913]
- toc-subsection-entry[interactable]: [85, 901, 2370, 916]
- dot-leader: . . . . . . . . . . . . . . . . . . . . . . . . . . . . . . . . . . . . . . . . . . . . . . . . . . . . . . . . . . . . . . . . . . . . . . . . . . . . . . . . . . . . . . . . . . . . . . . . . . . . . . . . . . . . . . . . . . . . . . . . . . . . . . . . . . . . . . . . . . . . . . . . . . . . . . . . . . . . . . . . . . . . . . . . . . . . . . . . . . . . . . . . . . . . . . . . . . . . . . . .: [314, 640, 2341, 651]
- toc-subsection-entry[interactable]: [85, 811, 2346, 826]
- audi-logo: [629, 41, 669, 63]
- dot-leader: . . . . . . . . . . . . . . . . . . . . . . . . . . . . . . . . . . . . . . . . . . . . . . . . . . . . . . . . . . . . . . . . . . . . . . . . . . . . . . . . . . . . . . . . . . . . . . . . . . . . . . . . . . . . . . . . . . . . . . . . . . . . . . . . . . . . . . . . . . . . . . . . . . . . . . . . . . . . . . . . . . . . . . . . . . . . . . . . . . . . . . . . . . . . . . . . . . . . . . . .: [243, 531, 2270, 543]
- toc-subsection-entry[interactable]: [85, 161, 2364, 176]
- dot-leader: . . . . . . . . . . . . . . . . . . . . . . . . . . . . . . . . . . . . . . . . . . . . . . . . . . . . . . . . . . . . . . . . . . . . . . . . . . . . . . . . . . . . . . . . . . . . . . . . . . . . . . . . . . . . . . . . . . . . . . . . . . . . . . . . . . . . . . . . . . . . . . . . . . . . . . . . . . . . . . . . . . . . . . . . . . . . . . . . . . . . . . . . . . . . . . . . . . . . . . . .: [427, 871, 2455, 883]
- toc-entry-number: 2: [114, 194, 121, 205]
- toc-entry-title: [85, 932, 438, 944]
- toc-entry-title: [85, 856, 319, 868]
- toc-section-entry[interactable]: [85, 302, 2289, 317]
- toc-entry-title: [85, 411, 269, 423]
- toc-entry-label: Magnetventil für Kühlmittelkreislauf N492 aus- und einbauen: [152, 239, 432, 251]
- toc-subsection-entry[interactable]: [85, 363, 2402, 378]
- dot-leader: . . . . . . . . . . . . . . . . . . . . . . . . . . . . . . . . . . . . . . . . . . . . . . . . . . . . . . . . . . . . . . . . . . . . . . . . . . . . . . . . . . . . . . . . . . . . . . . . . . . . . . . . . . . . . . . . . . . . . . . . . . . . . . . . . . . . . . . . . . . . . . . . . . . . . . . . . . . . . . . . . . . . . . . . . . . . . . . . . . . . . . . . . . . . . . . . . . . . . . . .: [337, 348, 2364, 359]
- toc-entry-title: [85, 796, 394, 808]
